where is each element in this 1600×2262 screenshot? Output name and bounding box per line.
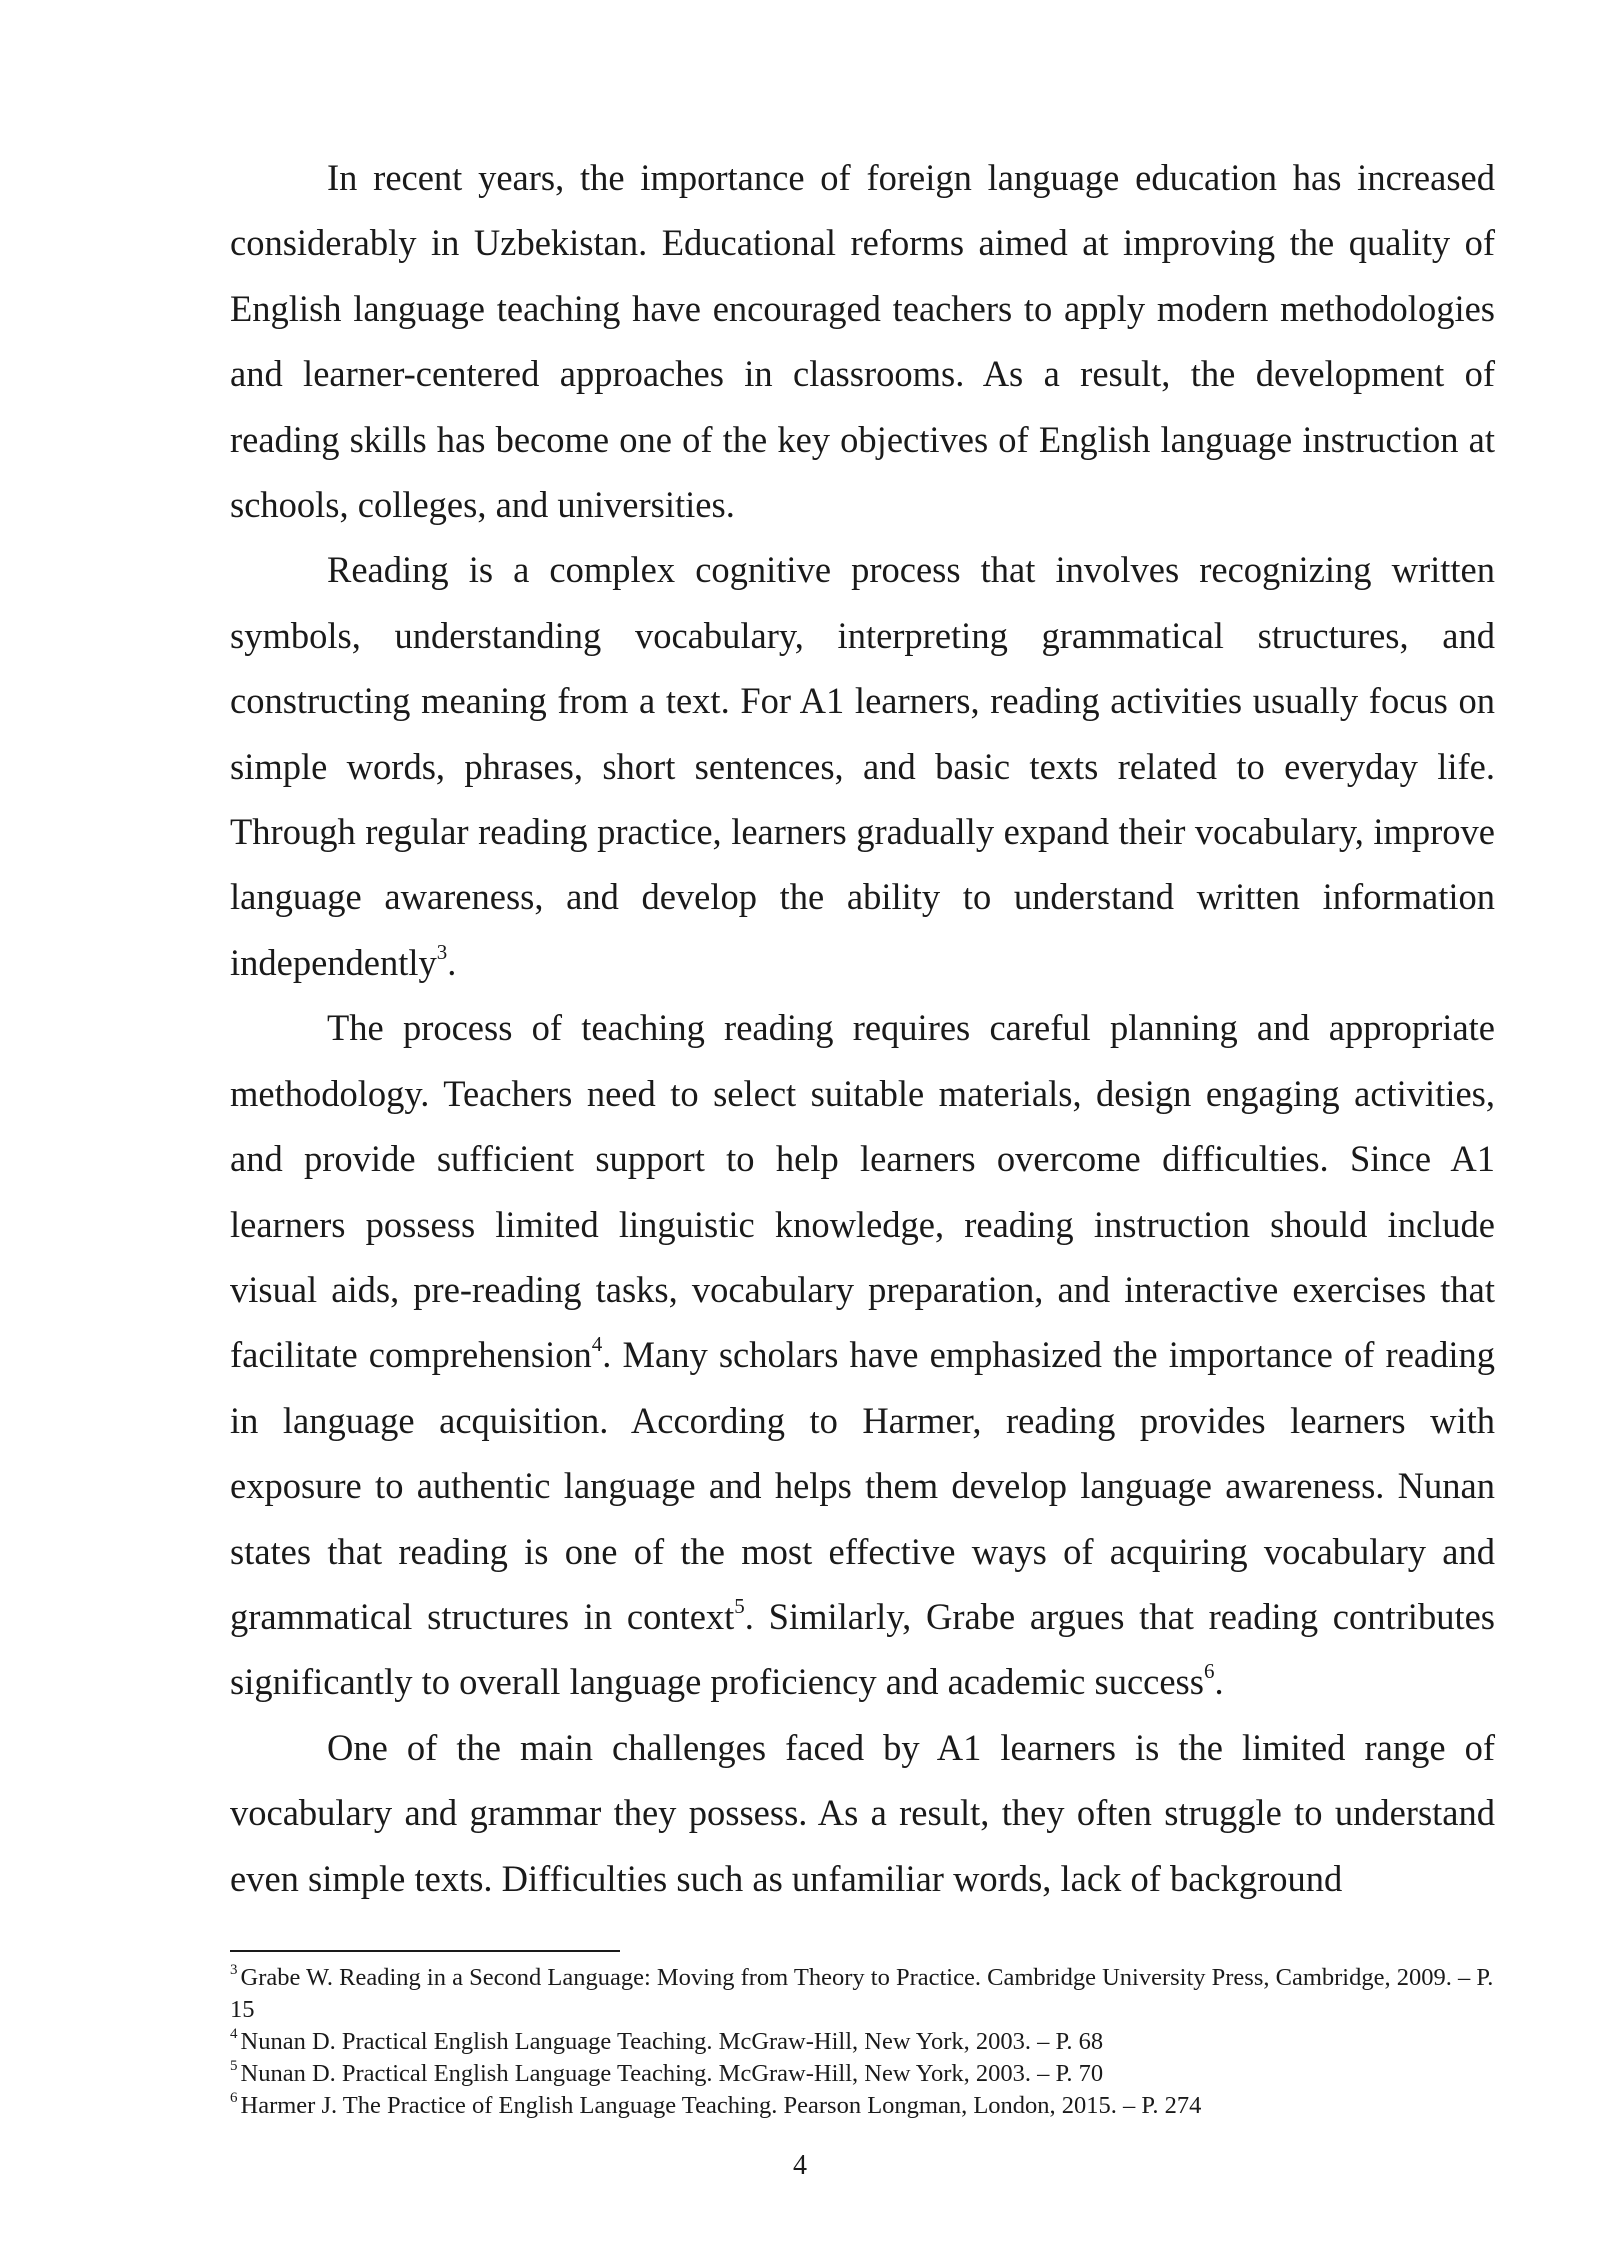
footnote xyxy=(230,2026,1495,2058)
footnotes xyxy=(230,1962,1495,2122)
paragraph-text: . xyxy=(447,941,457,983)
paragraph-text: In recent years, the importance of foreign language education has increased considerably in Uzbekistan. Educational reforms aimed at improving the quality of English language teaching have encouraged teachers to apply modern methodologies and learner-centered approaches in classrooms. As a result, the development of reading skills has become one of the key objectives of English language instruction at schools, colleges, and universities. xyxy=(230,157,1495,526)
footnote-reference[interactable]: 6 xyxy=(1203,1659,1215,1684)
paragraph-text: . xyxy=(1214,1661,1224,1703)
footnote-number: 5 xyxy=(230,2057,238,2074)
paragraph-text: The process of teaching reading requires careful planning and appropriate methodology. Teachers need to select suitable materials, design engaging activities, and provide sufficient support to help learners overcome difficulties. Since A1 learners possess limited linguistic knowledge, reading instruction should include visual aids, pre-reading tasks, vocabulary preparation, and interactive exercises that facilitate comprehension xyxy=(230,1007,1495,1376)
footnote-reference[interactable]: 5 xyxy=(734,1593,745,1618)
paragraph xyxy=(230,995,1495,1714)
paragraph xyxy=(230,1715,1495,1911)
footnote-number: 4 xyxy=(230,2025,238,2042)
footnote-separator xyxy=(230,1950,620,1952)
footnote-text: Harmer J. The Practice of English Language Teaching. Pearson Longman, London, 2015. – P. 274 xyxy=(240,2092,1202,2119)
footnote xyxy=(230,2090,1495,2122)
paragraph xyxy=(230,537,1495,995)
footnote xyxy=(230,1962,1495,2026)
footnote xyxy=(230,2058,1495,2090)
paragraph-text: One of the main challenges faced by A1 learners is the limited range of vocabulary and grammar they possess. As a result, they often struggle to understand even simple texts. Difficulties such as unfamiliar words, lack of background xyxy=(230,1726,1495,1899)
footnote-number: 3 xyxy=(230,1961,238,1978)
paragraph-text: . Similarly, Grabe argues that reading contributes significantly to overall language proficiency and academic success xyxy=(230,1595,1495,1703)
footnote-reference[interactable]: 3 xyxy=(436,939,448,964)
footnote-text: Nunan D. Practical English Language Teaching. McGraw-Hill, New York, 2003. – P. 70 xyxy=(240,2060,1104,2087)
footnote-reference[interactable]: 4 xyxy=(591,1332,603,1357)
footnote-number: 6 xyxy=(230,2089,238,2106)
paragraph-text: . Many scholars have emphasized the importance of reading in language acquisition. According to Harmer, reading provides learners with exposure to authentic language and helps them develop language awareness. Nunan states that reading is one of the most effective ways of acquiring vocabulary and grammatical structures in context xyxy=(230,1334,1495,1637)
paragraph xyxy=(230,145,1495,537)
footnote-text: Nunan D. Practical English Language Teaching. McGraw-Hill, New York, 2003. – P. 68 xyxy=(240,2028,1104,2055)
body-text xyxy=(230,145,1495,1911)
footnote-text: Grabe W. Reading in a Second Language: Moving from Theory to Practice. Cambridge University Press, Cambridge, 2009. – P. 15 xyxy=(230,1964,1494,2023)
paragraph-text: Reading is a complex cognitive process that involves recognizing written symbols, understanding vocabulary, interpreting grammatical structures, and constructing meaning from a text. For A1 learners, reading activities usually focus on simple words, phrases, short sentences, and basic texts related to everyday life. Through regular reading practice, learners gradually expand their vocabulary, improve language awareness, and develop the ability to understand written information independently xyxy=(230,549,1495,983)
page-number: 4 xyxy=(793,2150,807,2181)
